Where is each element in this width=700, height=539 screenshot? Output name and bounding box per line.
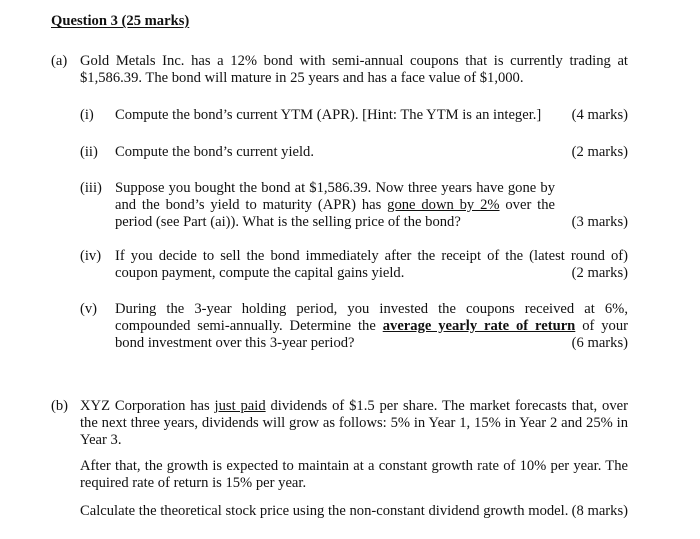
- item-iv-marks: (2 marks): [571, 265, 628, 281]
- item-iv-text: If you decide to sell the bond immediately after the receipt of the (latest round of) coupon payment, compute the capital gains yield.: [115, 248, 628, 281]
- item-iii-label: (iii): [80, 180, 102, 196]
- part-b-para2: After that, the growth is expected to maintain at a constant growth rate of 10% per year. The required rate of return is 15% per year.: [80, 458, 628, 491]
- item-i-text: Compute the bond’s current YTM (APR). [Hint: The YTM is an integer.]: [115, 107, 542, 123]
- part-b-label: (b): [51, 398, 69, 414]
- item-v-text-part2: of your bond investment over this 3-year period?: [115, 318, 628, 351]
- item-ii-label: (ii): [80, 144, 98, 160]
- item-v-text-part1: During the 3-year holding period, you invested the coupons received at 6%, compounded semi-annually. Determine the: [115, 301, 628, 334]
- item-v-emphasis: average yearly rate of return: [382, 318, 576, 334]
- item-v-text: [115, 301, 628, 352]
- part-b-text-part2: dividends of $1.5 per share. The market forecasts that, over the next three years, dividends will grow as follows: 5% in Year 1, 15% in Year 2 and 25% in Year 3.: [80, 398, 628, 448]
- item-iv-label: (iv): [80, 248, 102, 264]
- item-iii-text: [115, 180, 555, 231]
- part-b-final: [80, 503, 628, 520]
- item-iii-marks: (3 marks): [571, 214, 628, 230]
- part-b-text: [80, 398, 628, 449]
- item-ii-marks: (2 marks): [571, 144, 628, 160]
- part-a-label: (a): [51, 53, 68, 69]
- item-i-label: (i): [80, 107, 94, 123]
- item-ii-text: Compute the bond’s current yield.: [115, 144, 315, 160]
- part-b-para3: Calculate the theoretical stock price using the non-constant dividend growth model.: [80, 503, 569, 519]
- part-a-text: Gold Metals Inc. has a 12% bond with semi-annual coupons that is currently trading at $1,586.39. The bond will mature in 25 years and has a face value of $1,000.: [80, 53, 628, 86]
- item-i-marks: (4 marks): [571, 107, 628, 123]
- item-iii-text-part1: Suppose you bought the bond at $1,586.39. Now three years have gone by and the bond’s yield to maturity (APR) has: [115, 180, 555, 213]
- item-iii-text-part2: over the period (see Part (ai)). What is the selling price of the bond?: [115, 197, 555, 230]
- item-ii: [115, 144, 628, 161]
- item-i: [115, 107, 628, 124]
- question-title: Question 3 (25 marks): [51, 13, 190, 29]
- part-b-underlined: just paid: [214, 398, 266, 414]
- part-b-marks: (8 marks): [571, 503, 628, 519]
- item-v-label: (v): [80, 301, 98, 317]
- part-b-text-part1: XYZ Corporation has: [80, 398, 215, 414]
- item-v-marks: (6 marks): [571, 335, 628, 351]
- item-iii-underlined: gone down by 2%: [387, 197, 500, 213]
